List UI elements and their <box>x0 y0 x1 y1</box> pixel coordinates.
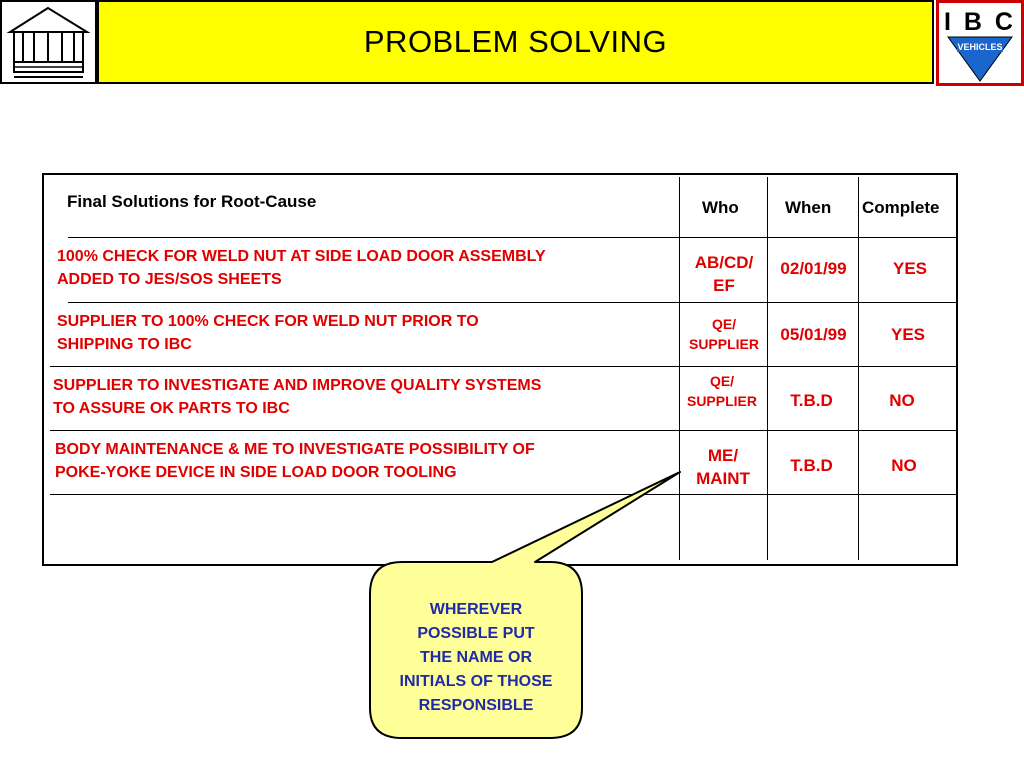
complete-cell: NO <box>889 391 915 410</box>
solution-line: SUPPLIER TO INVESTIGATE AND IMPROVE QUALITY SYSTEMS <box>53 377 542 394</box>
complete-cell: NO <box>891 456 917 475</box>
solution-line: POKE-YOKE DEVICE IN SIDE LOAD DOOR TOOLING <box>55 464 457 481</box>
solution-line: SUPPLIER TO 100% CHECK FOR WELD NUT PRIOR TO <box>57 313 479 330</box>
solution-line: 100% CHECK FOR WELD NUT AT SIDE LOAD DOOR ASSEMBLY <box>57 248 546 265</box>
who-cell: QE/ SUPPLIER <box>686 373 757 409</box>
solution-line: BODY MAINTENANCE & ME TO INVESTIGATE POSSIBILITY OF <box>55 441 535 458</box>
when-cell: T.B.D <box>790 391 833 410</box>
when-cell: T.B.D <box>790 456 833 475</box>
header-when: When <box>785 198 832 217</box>
complete-cell: YES <box>892 259 928 278</box>
when-cell: 02/01/99 <box>780 259 847 278</box>
solution-line: ADDED TO JES/SOS SHEETS <box>57 271 282 288</box>
who-cell: ME/ MAINT <box>696 446 750 488</box>
page-title: PROBLEM SOLVING <box>363 24 668 59</box>
header-who: Who <box>702 198 739 217</box>
complete-cell: YES <box>890 325 926 344</box>
who-cell: AB/CD/ EF <box>694 253 754 295</box>
callout-text: WHEREVER POSSIBLE PUT THE NAME OR INITIALS OF THOSE RESPONSIBLE <box>399 601 553 714</box>
solution-line: TO ASSURE OK PARTS TO IBC <box>53 400 290 417</box>
when-cell: 05/01/99 <box>780 325 847 344</box>
who-cell: QE/ SUPPLIER <box>688 316 759 352</box>
header-solutions: Final Solutions for Root-Cause <box>67 192 317 211</box>
brand-badge-text: VEHICLES <box>957 42 1003 52</box>
brand-top-text: I B C <box>944 8 1016 36</box>
solution-line: SHIPPING TO IBC <box>57 336 192 353</box>
header-complete: Complete <box>862 198 940 217</box>
